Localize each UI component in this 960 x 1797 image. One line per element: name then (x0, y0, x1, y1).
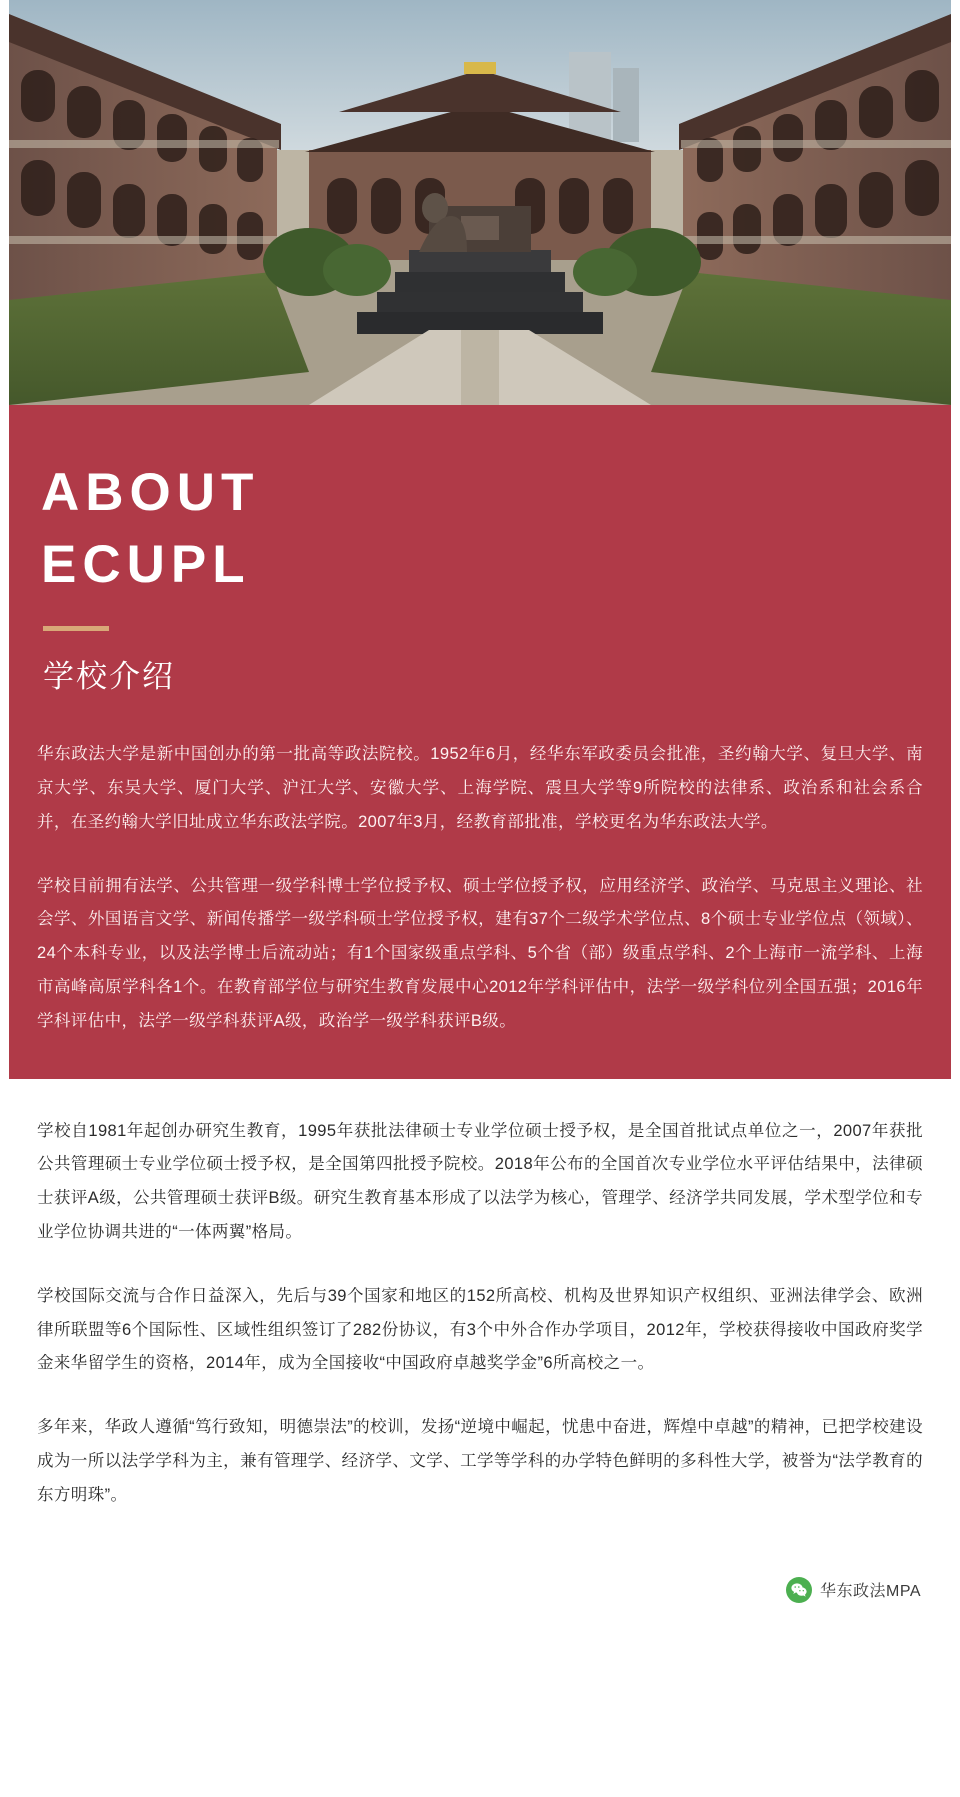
hero-image (9, 0, 951, 405)
footer (9, 1563, 951, 1625)
paragraph: 学校自1981年起创办研究生教育，1995年获批法律硕士专业学位硕士授予权，是全国首批试点单位之一，2007年获批公共管理硕士专业学位硕士授予权，是全国第四批授予院校。2018年公布的全国首次专业学位水平评估结果中，法律硕士获评A级，公共管理硕士获评B级。研究生教育基本形成了以法学为核心，管理学、经济学共同发展，学术型学位和专业学位协调共进的“一体两翼”格局。 (37, 1121, 923, 1242)
page-title-cn: 学校介绍 (43, 659, 175, 695)
page-title-en (41, 457, 923, 600)
wechat-icon (786, 1577, 812, 1603)
paragraph: 学校目前拥有法学、公共管理一级学科博士学位授予权、硕士学位授予权，应用经济学、政治学、马克思主义理论、社会学、外国语言文学、新闻传播学一级学科硕士学位授予权，建有37个二级学术学位点、8个硕士专业学位点（领域）、24个本科专业，以及法学博士后流动站；有1个国家级重点学科、5个省（部）级重点学科、2个上海市一流学科、上海市高峰高原学科各1个。在教育部学位与研究生教育发展中心2012年学科评估中，法学一级学科位列全国五强；2016年学科评估中，法学一级学科获评A级，政治学一级学科获评B级。 (37, 876, 923, 1030)
paragraph: 多年来，华政人遵循“笃行致知，明德崇法”的校训，发扬“逆境中崛起，忧患中奋进，辉煌中卓越”的精神，已把学校建设成为一所以法学学科为主，兼有管理学、经济学、文学、工学等学科的办学特色鲜明的多科性大学，被誉为“法学教育的东方明珠”。 (37, 1418, 923, 1504)
content-column (9, 0, 951, 1797)
page-title-en-line1: ABOUT (41, 463, 260, 522)
campus-photo-illustration (9, 0, 951, 405)
white-text-section (9, 1079, 951, 1563)
paragraph: 学校国际交流与合作日益深入，先后与39个国家和地区的152所高校、机构及世界知识产权组织、亚洲法律学会、欧洲律所联盟等6个国际性、区域性组织签订了282份协议，有3个中外合作办学项目，2012年，学校获得接收中国政府奖学金来华留学生的资格，2014年，成为全国接收“中国政府卓越奖学金”6所高校之一。 (37, 1286, 923, 1373)
about-red-band (9, 405, 951, 1079)
page-title-en-line2: ECUPL (41, 534, 251, 594)
title-divider (43, 626, 109, 631)
red-paragraph-group (37, 738, 923, 1039)
paragraph: 华东政法大学是新中国创办的第一批高等政法院校。1952年6月，经华东军政委员会批准，圣约翰大学、复旦大学、南京大学、东吴大学、厦门大学、沪江大学、安徽大学、上海学院、震旦大学等9所院校的法律系、政治系和社会系合并，在圣约翰大学旧址成立华东政法学院。2007年3月，经教育部批准，学校更名为华东政法大学。 (37, 745, 923, 831)
wechat-account-badge[interactable] (786, 1577, 921, 1603)
wechat-account-name: 华东政法MPA (820, 1583, 921, 1601)
